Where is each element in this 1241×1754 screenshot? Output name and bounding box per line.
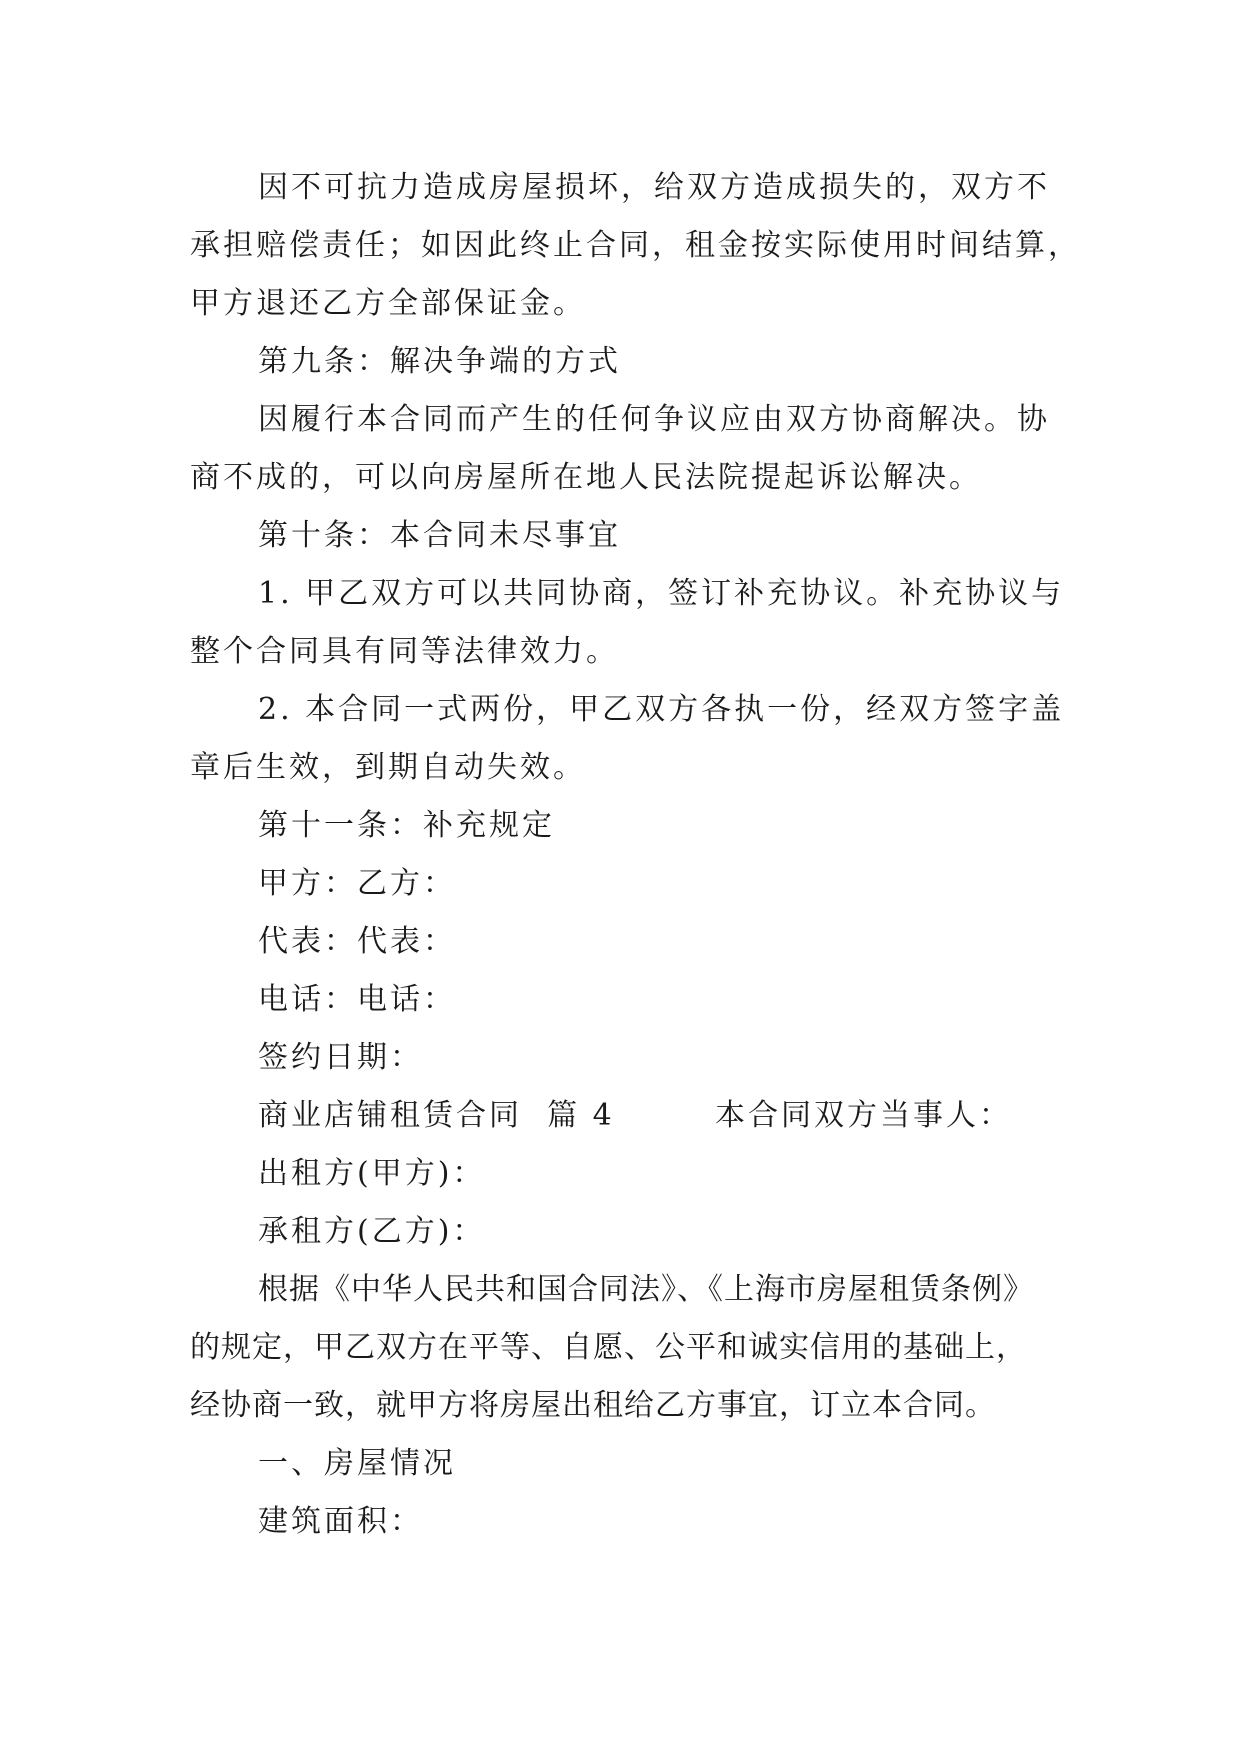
section-heading: 第十条：本合同未尽事宜 xyxy=(258,518,621,553)
signature-date-line: 签约日期： xyxy=(258,1040,423,1075)
lessor-line: 出租方(甲方)： xyxy=(258,1156,486,1191)
paragraph-line: 经协商一致，就甲方将房屋出租给乙方事宜，订立本合同。 xyxy=(190,1388,996,1423)
list-item-line: 1. 甲乙双方可以共同协商，签订补充协议。补充协议与 xyxy=(258,576,1065,611)
section-heading: 第十一条：补充规定 xyxy=(258,808,555,843)
paragraph-line: 甲方退还乙方全部保证金。 xyxy=(190,286,586,321)
signature-party-line: 甲方：乙方： xyxy=(258,866,456,901)
paragraph-line: 的规定，甲乙双方在平等、自愿、公平和诚实信用的基础上， xyxy=(190,1330,1027,1365)
section-heading: 一、房屋情况 xyxy=(258,1446,456,1481)
list-item-line: 整个合同具有同等法律效力。 xyxy=(190,634,619,669)
signature-phone-line: 电话：电话： xyxy=(258,982,456,1017)
section-heading: 第九条：解决争端的方式 xyxy=(258,344,621,379)
list-item-line: 章后生效，到期自动失效。 xyxy=(190,750,586,785)
signature-representative-line: 代表：代表： xyxy=(258,924,456,959)
paragraph-line: 建筑面积： xyxy=(258,1504,423,1539)
paragraph-line: 承担赔偿责任；如因此终止合同，租金按实际使用时间结算， xyxy=(190,228,1081,263)
paragraph-line: 因不可抗力造成房屋损坏，给双方造成损失的，双方不 xyxy=(258,170,1050,205)
paragraph-line: 因履行本合同而产生的任何争议应由双方协商解决。协 xyxy=(258,402,1050,437)
contract-title-line: 商业店铺租赁合同 篇 4 本合同双方当事人： xyxy=(258,1098,1012,1133)
lessee-line: 承租方(乙方)： xyxy=(258,1214,486,1249)
paragraph-line: 根据《中华人民共和国合同法》、《上海市房屋租赁条例》 xyxy=(258,1272,1034,1307)
paragraph-line: 商不成的，可以向房屋所在地人民法院提起诉讼解决。 xyxy=(190,460,982,495)
list-item-line: 2. 本合同一式两份，甲乙双方各执一份，经双方签字盖 xyxy=(258,692,1065,727)
